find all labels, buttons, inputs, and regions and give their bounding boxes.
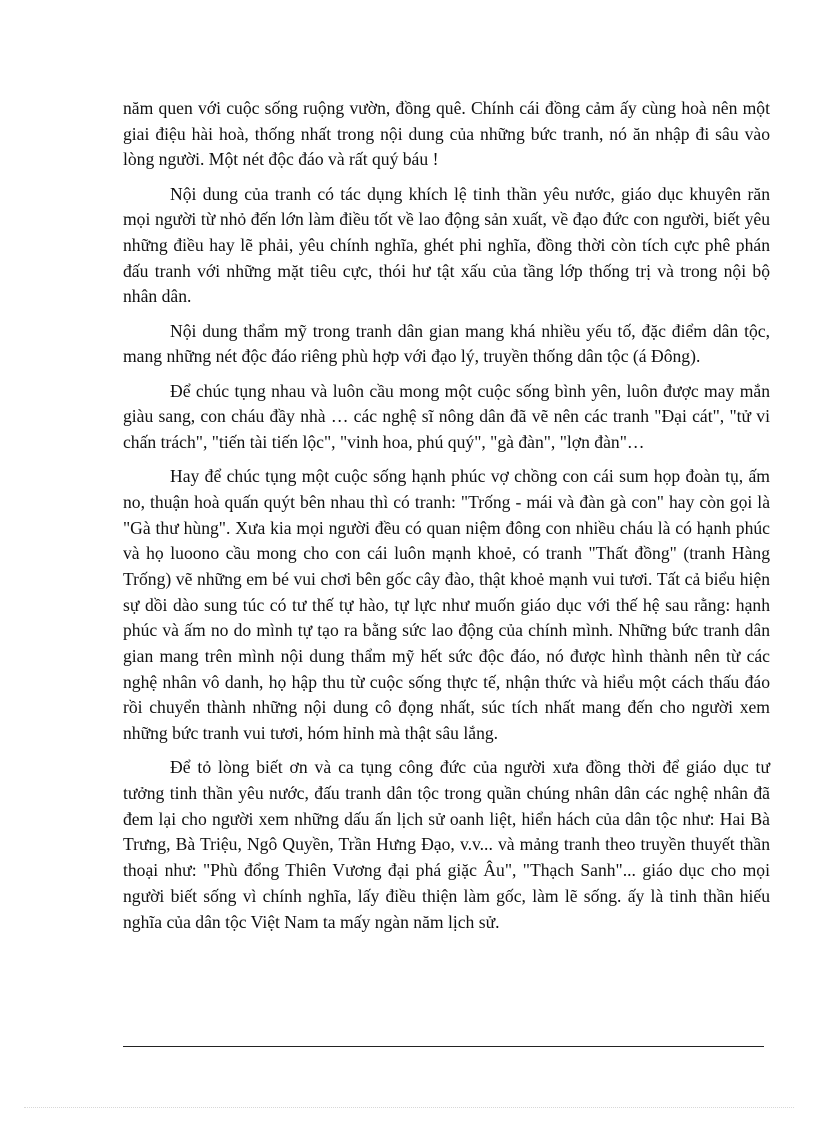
paragraph-aesthetic-content: Nội dung thẩm mỹ trong tranh dân gian mang khá nhiều yếu tố, đặc điểm dân tộc, mang những nét độc đáo riêng phù hợp với đạo lý, truyền thống dân tộc (á Đông). (123, 320, 770, 367)
footer-divider-line (123, 1046, 764, 1047)
paragraph-continuation: năm quen với cuộc sống ruộng vườn, đồng quê. Chính cái đồng cảm ấy cùng hoà nên một giai điệu hài hoà, thống nhất trong nội dung của những bức tranh, nó ăn nhập đi sâu vào lòng người. Một nét độc đáo và rất quý báu ! (123, 98, 770, 170)
document-body (123, 96, 770, 944)
paragraph-content-purpose: Nội dung của tranh có tác dụng khích lệ tinh thần yêu nước, giáo dục khuyên răn mọi người từ nhỏ đến lớn làm điều tốt về lao động sản xuất, về đạo đức con người, biết yêu những điều hay lẽ phải, yêu chính nghĩa, ghét phi nghĩa, đồng thời còn tích cực phê phán đấu tranh với những mặt tiêu cực, thói hư tật xấu của tầng lớp thống trị và trong nội bộ nhân dân. (123, 183, 770, 307)
page-bottom-dotted-edge (24, 1107, 794, 1108)
paragraph-history: Để tỏ lòng biết ơn và ca tụng công đức của người xưa đồng thời để giáo dục tư tưởng tinh thần yêu nước, đấu tranh dân tộc trong quần chúng nhân dân các nghệ nhân đã đem lại cho người xem những dấu ấn lịch sử oanh liệt, hiển hách của dân tộc như: Hai Bà Trưng, Bà Triệu, Ngô Quyền, Trần Hưng Đạo, v.v... và mảng tranh theo truyền thuyết thần thoại như: "Phù đổng Thiên Vương đại phá giặc Âu", "Thạch Sanh"... giáo dục cho mọi người biết sống vì chính nghĩa, lấy điều thiện làm gốc, làm lẽ sống. ấy là tinh thần hiếu nghĩa của dân tộc Việt Nam ta mấy ngàn năm lịch sử. (123, 757, 770, 932)
paragraph-wishes: Để chúc tụng nhau và luôn cầu mong một cuộc sống bình yên, luôn được may mắn giàu sang, con cháu đầy nhà … các nghệ sĩ nông dân đã vẽ nên các tranh "Đại cát", "tử vi chấn trách", "tiến tài tiến lộc", "vinh hoa, phú quý", "gà đàn", "lợn đàn"… (123, 380, 770, 452)
paragraph-family-happiness: Hay để chúc tụng một cuộc sống hạnh phúc vợ chồng con cái sum họp đoàn tụ, ấm no, thuận hoà quấn quýt bên nhau thì có tranh: "Trống - mái và đàn gà con" hay còn gọi là "Gà thư hùng". Xưa kia mọi người đều có quan niệm đông con nhiều cháu là có hạnh phúc và họ luoono cầu mong cho con cái luôn mạnh khoẻ, có tranh "Thất đồng" (tranh Hàng Trống) vẽ những em bé vui chơi bên gốc cây đào, thật khoẻ mạnh vui tươi. Tất cả biểu hiện sự dồi dào sung túc có tư thế tự hào, tự lực như muốn giáo dục với thế hệ sau rằng: hạnh phúc và ấm no do mình tự tạo ra bằng sức lao động của chính mình. Những bức tranh dân gian mang trên mình nội dung thẩm mỹ hết sức độc đáo, nó được hình thành nên từ các nghệ nhân vô danh, họ hập thu từ cuộc sống thực tế, nhận thức và hiểu một cách thấu đáo rồi chuyển thành những nội dung cô đọng nhất, súc tích nhất mang đến cho người xem những bức tranh vui tươi, hóm hỉnh mà thật sâu lắng. (123, 466, 770, 744)
